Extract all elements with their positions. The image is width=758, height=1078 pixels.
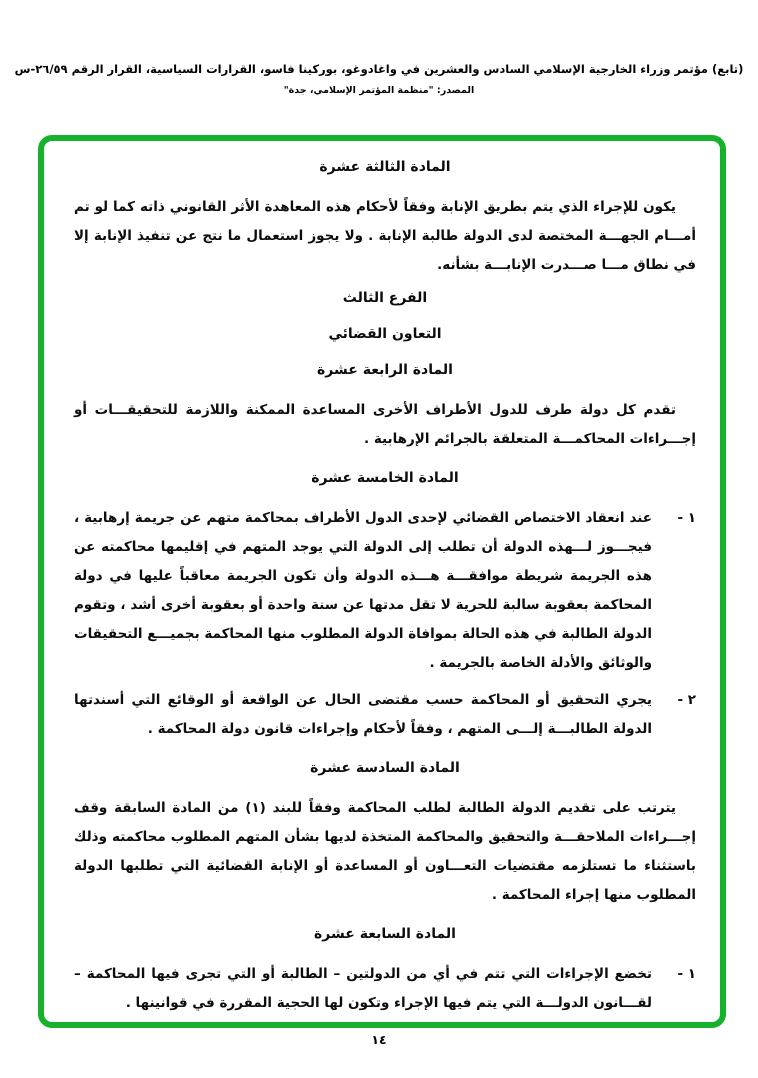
article-16-body: يترتب على تقديم الدولة الطالبة لطلب المحاكمة وفقاً للبند (١) من المادة السابقة وقف إجـــراءات الملاحقـــة والتحقيق والمحاكمة المتخذة لديها بشأن المتهم المطلوب محاكمته وذلك باستثناء ما تستلزمه مقتضيات التعـــاون أو المساعدة أو الإنابة القضائية التي تطلبها الدولة المطلوب منها إجراء المحاكمة . (74, 800, 696, 903)
page-number: ١٤ (371, 1032, 387, 1047)
article-16-title: المادة السادسة عشرة (310, 760, 460, 776)
document-header (0, 62, 758, 96)
article-17-item-1 (74, 960, 696, 1018)
list-item-text: عند انعقاد الاختصاص القضائي لإحدى الدول الأطراف بمحاكمة متهم عن جريمة إرهابية ، فيجـــوز لـــهذه الدولة أن تطلب إلى الدولة التي يوجد المتهم في إقليمها محاكمته عن هذه الجريمة شريطة موافقـــة هـــذه الدولة وأن تكون الجريمة معاقباً عليها في دولة المحاكمة بعقوبة سالبة للحرية لا تقل مدتها عن سنة واحدة أو بعقوبة أخرى أشد ، وتقوم الدولة الطالبة في هذه الحالة بموافاة الدولة المطلوب منها المحاكمة بجميـــع التحقيقات والوثائق والأدلة الخاصة بالجريمة . (74, 510, 652, 671)
list-item-text: يجري التحقيق أو المحاكمة حسب مقتضى الحال عن الواقعة أو الوقائع التي أسندتها الدولة الطالبـــة إلـــى المتهم ، وفقاً لأحكام وإجراءات قانون دولة المحاكمة . (74, 692, 652, 737)
list-item-number: ٢ - (677, 692, 696, 708)
article-15-item-1 (74, 504, 696, 678)
article-15-item-2 (74, 686, 696, 744)
article-13-body: يكون للإجراء الذي يتم بطريق الإنابة وفقاً لأحكام هذه المعاهدة الأثر القانوني ذاته كما لو تم أمـــام الجهـــة المختصة لدى الدولة طالبة الإنابة . ولا يجوز استعمال ما نتج عن تنفيذ الإنابة إلا في نطاق مـــا صـــدرت الإنابـــة بشأنه. (74, 199, 696, 273)
article-14-body: تقدم كل دولة طرف للدول الأطراف الأخرى المساعدة الممكنة واللازمة للتحقيقـــات أو إجـــراءات المحاكمـــة المتعلقة بالجرائم الإرهابية . (74, 402, 696, 447)
article-17-title: المادة السابعة عشرة (314, 926, 456, 942)
document-content (44, 141, 720, 1018)
section-3-subtitle: التعاون القضائي (328, 326, 442, 342)
list-item-number: ١ - (677, 510, 696, 526)
list-item-text: تخضع الإجراءات التي تتم في أي من الدولتين – الطالبة أو التي تجرى فيها المحاكمة – لقـــانون الدولـــة التي يتم فيها الإجراء وتكون لها الحجية المقررة في قوانينها . (74, 966, 652, 1011)
article-13-title: المادة الثالثة عشرة (319, 159, 451, 175)
section-3-title: الفرع الثالث (342, 290, 428, 306)
list-item-number: ١ - (677, 966, 696, 982)
article-14-title: المادة الرابعة عشرة (317, 362, 453, 378)
article-15-title: المادة الخامسة عشرة (311, 470, 459, 486)
header-source-line: المصدر: "منظمة المؤتمر الإسلامي، جدة" (283, 85, 475, 96)
green-border-frame (38, 135, 726, 1028)
header-conference-title: (تابع) مؤتمر وزراء الخارجية الإسلامي السادس والعشرين في واغادوغو، بوركينا فاسو، القرارات السياسية، القرار الرقم ٢٦/٥٩-س (14, 62, 744, 76)
